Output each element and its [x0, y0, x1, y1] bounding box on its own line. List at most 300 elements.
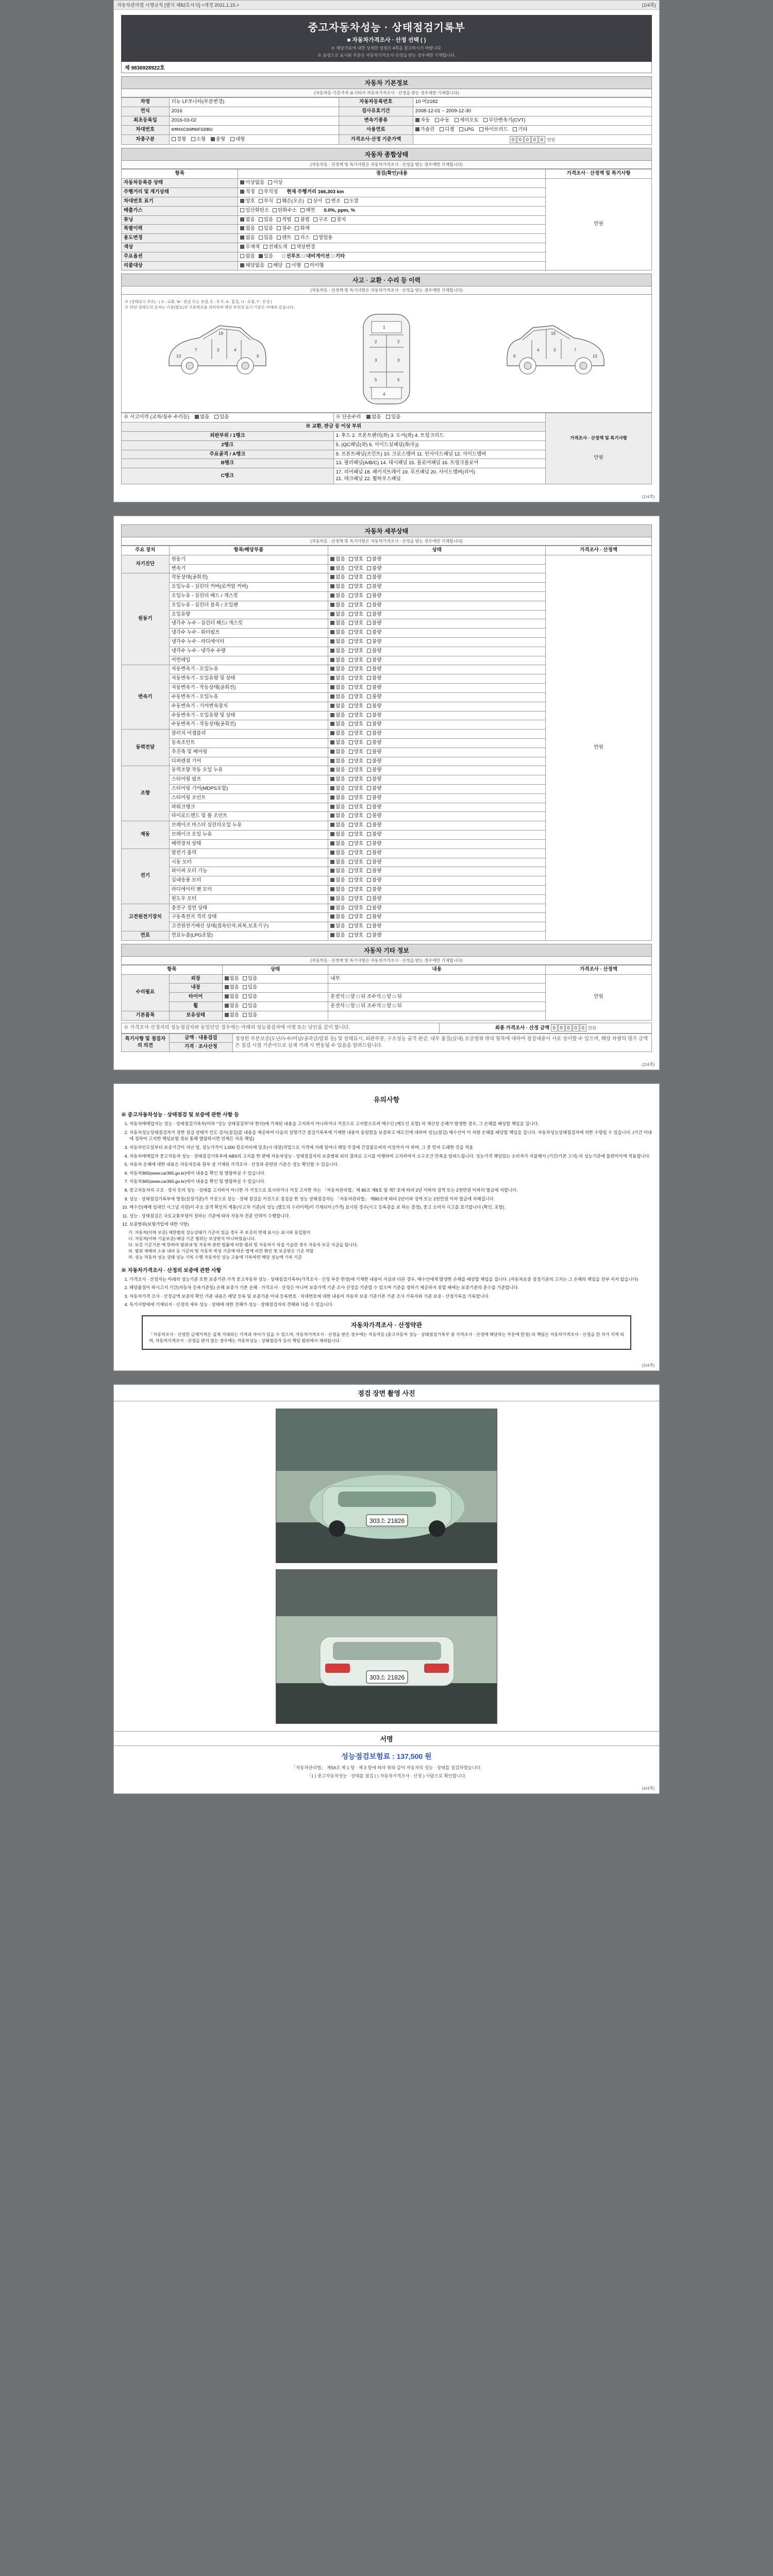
detail-option[interactable]: 없음	[330, 905, 345, 912]
detail-option[interactable]: 없음	[330, 795, 345, 802]
detail-option[interactable]: 불량	[367, 923, 381, 930]
detail-option[interactable]: 양호	[349, 666, 363, 673]
document-title: 중고자동차성능 · 상태점검기록부	[308, 22, 465, 33]
detail-option[interactable]: 없음	[330, 776, 345, 783]
price-summary-amount: 최종 가격조사 · 산정 금액 0 0 0 0 0 만원	[440, 1023, 652, 1033]
overall-option[interactable]: 해당	[268, 263, 282, 269]
overall-option[interactable]: 매연	[300, 208, 315, 214]
detail-option[interactable]: 없음	[330, 694, 345, 701]
overall-item-label: 자동차등록증 상태	[122, 179, 238, 188]
cartype-option[interactable]: 대형	[230, 137, 245, 143]
detail-item-options	[328, 785, 546, 794]
detail-option[interactable]: 없음	[330, 887, 345, 893]
svg-text:5: 5	[374, 378, 377, 383]
detail-option[interactable]: 없음	[330, 933, 345, 939]
svg-text:7: 7	[195, 348, 197, 353]
etc-item-note	[328, 984, 546, 993]
basic-label-vin: 차대번호	[122, 125, 170, 134]
overall-option[interactable]: 전체도색	[263, 244, 288, 251]
fuel-option[interactable]: 가솔린	[415, 127, 435, 133]
detail-option[interactable]: 양호	[349, 703, 363, 710]
detail-option[interactable]: 없음	[330, 602, 345, 609]
price-summary-note: ※ 가격조사·산정자의 성능점검자와 동일인인 경우에는 아래의 성능점검자에 서명 또는 날인을 같이 합니다.	[122, 1023, 440, 1033]
detail-option[interactable]: 없음	[330, 850, 345, 857]
overall-option[interactable]: 적법	[277, 217, 291, 224]
cartype-option[interactable]: 경형	[172, 137, 186, 143]
photo-gallery	[114, 1401, 659, 1731]
form-code: 자동차관리법 시행규칙 [별지 제82호서식] <개정 2021.1.15.>	[117, 3, 240, 8]
etc-option[interactable]: 없음	[225, 976, 239, 982]
detail-option[interactable]: 없음	[330, 593, 345, 600]
detail-option[interactable]: 없음	[330, 813, 345, 820]
cartype-option[interactable]: 중형	[211, 137, 225, 143]
overall-option[interactable]: 있음	[259, 217, 273, 224]
detail-option[interactable]: 없음	[330, 822, 345, 829]
overall-option[interactable]: 변조	[326, 198, 340, 205]
detail-item-label: 배력장치 상태	[169, 839, 328, 849]
etc-item-label: 타이어	[169, 993, 222, 1002]
detail-option[interactable]: 불량	[367, 574, 381, 581]
overall-option[interactable]: 일산화탄소	[240, 208, 269, 214]
detail-item-label: 라디에이터 팬 모터	[169, 885, 328, 894]
overall-option[interactable]: 상이	[308, 198, 322, 205]
overall-option[interactable]: 무채색	[240, 244, 260, 251]
etc-item-note: 운전석 □ 앞 □ 뒤 조수석 □ 앞 □ 뒤	[328, 1002, 546, 1011]
etc-option[interactable]: 없음	[225, 1003, 239, 1010]
overall-item-label: 색상	[122, 243, 238, 252]
detail-item-options	[328, 839, 546, 849]
gear-option[interactable]: 자동	[415, 117, 430, 124]
detail-item-options	[328, 629, 546, 638]
gear-option[interactable]: 무단변속기(CVT)	[483, 117, 525, 124]
detail-option[interactable]: 불량	[367, 767, 381, 774]
detail-option[interactable]: 불량	[367, 566, 381, 572]
notice-item: 8. 중고자동차의 구조 · 장치 등의 성능 · 상태를 고지하지 아니한 가 거짓으로 표시하거나 거짓 고지한 자는 「자동차관리법」제 80조 제8호 및 제7 호에 따라 2년 이하의 징역 또는 2천만원 이하의 벌금에 처합니다.	[129, 1187, 652, 1194]
detail-option[interactable]: 불량	[367, 593, 381, 600]
overall-option[interactable]: 영업용	[313, 235, 333, 242]
detail-item-options	[328, 858, 546, 867]
gear-option[interactable]: 수동	[435, 117, 449, 124]
accident-price-cell: 가격조사 · 산정액 및 특기사항 만원	[546, 413, 652, 484]
detail-option[interactable]: 불량	[367, 832, 381, 838]
detail-option[interactable]: 불량	[367, 749, 381, 756]
detail-option[interactable]: 없음	[330, 877, 345, 884]
notice-subitem: 마. 성능 자동차 성능 상태 성능 기록 수행 자동차인 성능 고용에 기록하면 해당 성능에 기록 기준	[128, 1255, 302, 1260]
overall-option[interactable]: 적정	[240, 189, 255, 196]
basic-value-baseprice: 0 0 0 0 0 만원	[413, 134, 651, 145]
detail-item-label: 스티어링 기어(MDPS포함)	[169, 785, 328, 794]
notice-subitem: 라. 범위 재해의 소유 내의 등 기준의 및 자동차 작성 기준에 따른 법에 의한 확인 및 보증받은 기준 적합	[128, 1248, 314, 1253]
detail-item-options	[328, 831, 546, 840]
detail-option[interactable]: 불량	[367, 612, 381, 618]
detail-option[interactable]: 불량	[367, 731, 381, 737]
detail-option[interactable]: 양호	[349, 639, 363, 646]
detail-item-label: 오일누유 - 실린더 커버(로커암 커버)	[169, 583, 328, 592]
overall-option[interactable]: 양호	[240, 198, 255, 205]
accident-history-table	[121, 413, 652, 484]
overall-header-price: 가격조사 · 산정액 및 특기사항	[546, 170, 652, 179]
detail-option[interactable]: 양호	[349, 731, 363, 737]
detail-option[interactable]: 없음	[330, 713, 345, 719]
svg-text:4: 4	[234, 348, 237, 353]
detail-item-options	[328, 867, 546, 876]
inspection-fee: 성능점검보험료 : 137,500 원	[341, 1752, 432, 1760]
etc-option[interactable]: 있음	[243, 985, 257, 991]
detail-group-label: 고전원전기장치	[122, 904, 170, 931]
detail-option[interactable]: 양호	[349, 740, 363, 747]
detail-option[interactable]: 불량	[367, 685, 381, 691]
detail-option[interactable]: 양호	[349, 566, 363, 572]
detail-option[interactable]: 불량	[367, 648, 381, 655]
detail-option[interactable]: 양호	[349, 850, 363, 857]
detail-option[interactable]: 양호	[349, 868, 363, 875]
etc-table	[121, 965, 652, 1021]
detail-price-cell: 만원	[546, 555, 652, 940]
basic-value-plate: 10 머2182	[413, 98, 651, 107]
section-overall-note: (자동차등 · 산정액 및 특기사항은 자동차가격조사 · 산정을 받는 경우에만 기재합니다)	[121, 161, 652, 169]
detail-option[interactable]: 불량	[367, 703, 381, 710]
page-2-footer: (2/4쪽)	[642, 1062, 655, 1067]
remarks-sublabel-2: 가격 · 조사산정	[169, 1043, 232, 1052]
overall-item-label: 차대번호 표기	[122, 197, 238, 206]
detail-option[interactable]: 없음	[330, 612, 345, 618]
overall-item-options	[238, 206, 546, 215]
overall-option[interactable]: 구조	[313, 217, 328, 224]
detail-option[interactable]: 양호	[349, 657, 363, 664]
etc-item-note: 운전석 □ 앞 □ 뒤 조수석 □ 앞 □ 뒤	[328, 993, 546, 1002]
overall-option[interactable]: 침수	[277, 226, 291, 232]
simple-option-none[interactable]: 없음	[366, 414, 381, 421]
parts-items-2: 9. 프론트패널(프런트) 10. 크로스멤버 11. 인사이드패널 12. 사이드멤버	[333, 450, 546, 459]
svg-text:19: 19	[550, 331, 556, 336]
detail-option[interactable]: 양호	[349, 758, 363, 765]
detail-option[interactable]: 불량	[367, 896, 381, 903]
detail-option[interactable]: 양호	[349, 887, 363, 893]
notice-item: 1. 가격조사 · 산정자는 아래의 성능기준 또한 보증기관 가격 중고자동차 성능 · 상태점검기록부(가격조사 · 산정 부분 한정)에 기재한 내용이 사실과 다른 경우, 매수인에게 발생한 손해를 배상할 책임을 집니다. (자동차보증 설정기준의 고지는 그 손해의 책임을 전부 지지 않습니다)	[129, 1276, 652, 1283]
remarks-table	[121, 1033, 652, 1053]
notice-item: 5. 자동차 손해에 대한 내용은 자동차등록 원부 상 기재된 가격조사 · 산정과 관련된 기준은 성능 확인할 수 있습니다.	[129, 1161, 652, 1168]
detail-item-options	[328, 803, 546, 812]
etc-option[interactable]: 없음	[225, 994, 239, 1001]
detail-option[interactable]: 불량	[367, 822, 381, 829]
overall-option[interactable]: 장치	[331, 217, 346, 224]
gear-option[interactable]: 세미오토	[455, 117, 479, 124]
overall-option[interactable]: 부적정	[259, 189, 278, 196]
fuel-option[interactable]: 기타	[513, 127, 527, 133]
overall-option[interactable]: 탄화수소	[273, 208, 297, 214]
detail-option[interactable]: 불량	[367, 675, 381, 682]
detail-item-label: 등속조인트	[169, 738, 328, 748]
detail-option[interactable]: 양호	[349, 776, 363, 783]
detail-option[interactable]: 불량	[367, 602, 381, 609]
detail-item-label: 발전기 출력	[169, 849, 328, 858]
detail-option[interactable]: 없음	[330, 584, 345, 590]
detail-group-label: 전기	[122, 849, 170, 904]
detail-option[interactable]: 불량	[367, 877, 381, 884]
detail-option[interactable]: 불량	[367, 713, 381, 719]
detail-item-label: 타이로드엔드 및 볼 조인트	[169, 812, 328, 821]
detail-option[interactable]: 없음	[330, 804, 345, 811]
detail-option[interactable]: 양호	[349, 593, 363, 600]
detail-option[interactable]: 없음	[330, 914, 345, 921]
etc-option[interactable]: 있음	[243, 976, 257, 982]
detail-option[interactable]: 불량	[367, 841, 381, 848]
overall-item-options	[238, 252, 546, 261]
overall-option[interactable]: 불법	[295, 217, 309, 224]
page-1	[113, 0, 660, 502]
etc-header-price: 가격조사 · 산정액	[546, 965, 652, 974]
basic-label-plate: 자동차등록번호	[339, 98, 413, 107]
section-basic-title: 자동차 기본정보	[121, 76, 652, 89]
detail-option[interactable]: 불량	[367, 859, 381, 866]
detail-option[interactable]: 없음	[330, 675, 345, 682]
overall-option[interactable]: 없음	[240, 226, 255, 232]
detail-option[interactable]: 양호	[349, 630, 363, 636]
detail-option[interactable]: 없음	[330, 666, 345, 673]
detail-item-options	[328, 619, 546, 629]
detail-option[interactable]: 없음	[330, 740, 345, 747]
detail-item-label: 수동변속기 - 작동상태(공회전)	[169, 720, 328, 730]
detail-option[interactable]: 양호	[349, 612, 363, 618]
simple-option-yes[interactable]: 있음	[386, 414, 400, 421]
detail-option[interactable]: 양호	[349, 694, 363, 701]
detail-option[interactable]: 양호	[349, 574, 363, 581]
accident-history-cell: ※ 사고이력 (교차/침수 수리등) 없음 있음	[122, 413, 334, 422]
detail-option[interactable]: 양호	[349, 822, 363, 829]
overall-table	[121, 169, 652, 270]
detail-option[interactable]: 없음	[330, 703, 345, 710]
detail-group-label: 동력전달	[122, 730, 170, 766]
overall-option[interactable]: 없음	[240, 235, 255, 242]
detail-option[interactable]: 불량	[367, 639, 381, 646]
detail-option[interactable]: 양호	[349, 877, 363, 884]
overall-option-extra: 현재 주행거리 166,303 km	[287, 189, 344, 195]
overall-item-label: 튜닝	[122, 215, 238, 225]
basic-value-cartype	[169, 134, 339, 145]
detail-option[interactable]: 불량	[367, 804, 381, 811]
detail-option[interactable]: 없음	[330, 896, 345, 903]
detail-option[interactable]: 양호	[349, 813, 363, 820]
overall-option[interactable]: 없음	[240, 217, 255, 224]
detail-option[interactable]: 없음	[330, 574, 345, 581]
detail-option[interactable]: 불량	[367, 850, 381, 857]
svg-text:2: 2	[397, 340, 400, 345]
detail-option[interactable]: 불량	[367, 758, 381, 765]
overall-option[interactable]: 있음	[259, 253, 273, 260]
overall-option[interactable]: 이상	[268, 180, 282, 187]
notice-subitem: 가. 자동차(이하 보증) 제한범위 성능상태가 기준이 있을 경우 주 보증의 면제 표시는 표시와 동일함이	[128, 1230, 311, 1235]
detail-option[interactable]: 양호	[349, 584, 363, 590]
detail-option[interactable]: 양호	[349, 767, 363, 774]
section-etc-title: 자동차 기타 정보	[121, 944, 652, 957]
detail-option[interactable]: 불량	[367, 786, 381, 792]
detail-item-options	[328, 711, 546, 720]
overall-option[interactable]: 렌트	[277, 235, 291, 242]
notice-list-primary	[121, 1121, 652, 1228]
detail-option[interactable]: 양호	[349, 685, 363, 691]
etc-header-item: 항목	[122, 965, 223, 974]
overall-option[interactable]: 리스	[295, 235, 309, 242]
detail-option[interactable]: 없음	[330, 630, 345, 636]
detail-item-options	[328, 564, 546, 573]
page-3	[113, 1083, 660, 1370]
detail-option[interactable]: 없음	[330, 758, 345, 765]
table-row	[122, 413, 652, 422]
svg-text:3: 3	[397, 358, 400, 363]
detail-option[interactable]: 없음	[330, 841, 345, 848]
parts-category-3: B랭크	[122, 459, 334, 468]
detail-option[interactable]: 없음	[330, 639, 345, 646]
guarantee-body: 「자동차조사 · 산정한 금액가격은 실제 거래되는 가격과 차이가 있을 수 있으며, 자동차가격조사 · 산정을 받은 경우에는 자동차등 (중고자동차 성능 · 상태점검기록부 중 가격조사 · 산정에 해당하는 부분에 한정) 의 책임은 자동차가격조사 · 산정을 한 자가 지게 되며, 자동차가격조사 · 산정을 받지 않는 경우에는 자동차성능 · 상태점검자 등의 책임 범위에서 제외됩니다.	[149, 1332, 624, 1344]
detail-option[interactable]: 양호	[349, 923, 363, 930]
detail-item-label: 냉각수 누수 - 실린더 헤드/ 개스킷	[169, 619, 328, 629]
notice-heading-2: ※ 자동차가격조사 · 산정의 보증에 관한 사항	[121, 1267, 222, 1274]
basic-value-fuel	[413, 125, 651, 134]
cartype-option[interactable]: 소형	[191, 137, 206, 143]
detail-option[interactable]: 양호	[349, 841, 363, 848]
detail-option[interactable]: 없음	[330, 648, 345, 655]
notice-item: 7. 자동차365(www.car365.go.kr)에서 내용을 확인 및 열람하실 수 있습니다.	[129, 1178, 652, 1185]
detail-option[interactable]: 양호	[349, 896, 363, 903]
detail-option[interactable]: 양호	[349, 905, 363, 912]
overall-option[interactable]: 미이행	[305, 263, 324, 269]
overall-option[interactable]: 있음	[259, 226, 273, 232]
detail-option[interactable]: 양호	[349, 859, 363, 866]
detail-group-label: 자기진단	[122, 555, 170, 573]
detail-option[interactable]: 불량	[367, 933, 381, 939]
etc-item-note	[328, 1011, 546, 1020]
detail-option[interactable]: 불량	[367, 776, 381, 783]
detail-item-label: 수동변속기 - 기어변속장치	[169, 702, 328, 711]
detail-option[interactable]: 불량	[367, 905, 381, 912]
detail-item-label: 오일누유 - 실린더 헤드 / 개스킷	[169, 591, 328, 601]
svg-text:2: 2	[374, 340, 377, 345]
fuel-option[interactable]: 디젤	[440, 127, 454, 133]
detail-option[interactable]: 양호	[349, 914, 363, 921]
detail-option[interactable]: 없음	[330, 923, 345, 930]
overall-option[interactable]: 해당없음	[240, 263, 264, 269]
detail-option[interactable]: 없음	[330, 832, 345, 838]
table-row	[122, 974, 652, 984]
notice-sublist	[121, 1230, 652, 1260]
detail-option[interactable]: 불량	[367, 657, 381, 664]
etc-option[interactable]: 있음	[243, 1003, 257, 1010]
detail-option[interactable]: 없음	[330, 721, 345, 728]
overall-option[interactable]: 화재	[295, 226, 309, 232]
detail-option[interactable]: 양호	[349, 620, 363, 627]
accident-option-none[interactable]: 없음	[195, 414, 209, 421]
detail-option[interactable]: 양호	[349, 556, 363, 563]
detail-option[interactable]: 없음	[330, 859, 345, 866]
detail-item-label: 냉각수 누수 - 워터펌프	[169, 629, 328, 638]
etc-option[interactable]: 있음	[243, 994, 257, 1001]
etc-option[interactable]: 없음	[225, 985, 239, 991]
detail-option[interactable]: 없음	[330, 566, 345, 572]
detail-option[interactable]: 불량	[367, 556, 381, 563]
detail-option[interactable]: 없음	[330, 620, 345, 627]
detail-option[interactable]: 불량	[367, 740, 381, 747]
photo-page-title: 점검 장면 촬영 사진	[114, 1385, 659, 1401]
detail-item-options	[328, 647, 546, 656]
detail-item-label: 오일유량	[169, 610, 328, 619]
detail-option[interactable]: 불량	[367, 630, 381, 636]
notice-list-secondary	[121, 1276, 652, 1308]
detail-option[interactable]: 불량	[367, 813, 381, 820]
overall-option[interactable]: 없음	[240, 253, 255, 260]
overall-option[interactable]: 색상변경	[291, 244, 315, 251]
detail-option[interactable]: 양호	[349, 648, 363, 655]
detail-item-options	[328, 656, 546, 665]
detail-option[interactable]: 없음	[330, 731, 345, 737]
detail-option[interactable]: 없음	[330, 556, 345, 563]
detail-item-options	[328, 583, 546, 592]
detail-option[interactable]: 없음	[330, 767, 345, 774]
detail-option[interactable]: 양호	[349, 675, 363, 682]
fuel-option[interactable]: LPG	[459, 127, 474, 133]
overall-item-options	[238, 179, 546, 188]
detail-option[interactable]: 양호	[349, 749, 363, 756]
overall-option[interactable]: 도말	[344, 198, 359, 205]
overall-option[interactable]: 이행	[286, 263, 300, 269]
etc-option[interactable]: 없음	[225, 1012, 239, 1019]
accident-option-yes[interactable]: 있음	[214, 414, 229, 421]
overall-option[interactable]: 이상없음	[240, 180, 264, 187]
detail-option[interactable]: 불량	[367, 868, 381, 875]
notice-subitem: 다. 보증 기준기본 에 한하여 범위내 및 자동차 관련 법률에 의한 범위 및 자동차가 직접 기술한 경우 자동차 보증 지급을 합니다.	[128, 1242, 358, 1247]
overall-option[interactable]: 훼손(오손)	[277, 198, 304, 205]
detail-option[interactable]: 불량	[367, 620, 381, 627]
detail-option[interactable]: 양호	[349, 795, 363, 802]
photo-footnote-2: 「1 ) 중고자동차성능 · 상태를 점검 ( ) 자동차가격조사 · 산정 ) 사람으로 확인합니다.	[307, 1773, 466, 1778]
detail-option[interactable]: 불량	[367, 666, 381, 673]
detail-option[interactable]: 없음	[330, 786, 345, 792]
detail-option[interactable]: 없음	[330, 749, 345, 756]
detail-option[interactable]: 불량	[367, 721, 381, 728]
etc-group-basic: 기본품목	[122, 1011, 170, 1020]
detail-option[interactable]: 불량	[367, 584, 381, 590]
section-basic-note: (자동차등 기준가격 표시되어 자동차가격조사 · 산정을 받는 경우에만 기재합니다)	[121, 89, 652, 97]
basic-value-carname: 더뉴 LF쏘나타(부분변경)	[169, 98, 339, 107]
detail-option[interactable]: 불량	[367, 795, 381, 802]
detail-item-options	[328, 601, 546, 610]
detail-option[interactable]: 양호	[349, 602, 363, 609]
detail-option[interactable]: 양호	[349, 933, 363, 939]
overall-option[interactable]: 있음	[259, 235, 273, 242]
diagram-legend-note-2: ※ 하단 상태도의 숫자는 기준(별표)의 구분번호를 의미하며 해당 부위의 표기 기준은 아래와 같습니다.	[125, 305, 295, 310]
detail-option[interactable]: 없음	[330, 657, 345, 664]
overall-option[interactable]: 부식	[259, 198, 273, 205]
detail-option[interactable]: 불량	[367, 887, 381, 893]
fuel-option[interactable]: 하이브리드	[479, 127, 508, 133]
detail-item-options	[328, 720, 546, 730]
detail-option[interactable]: 불량	[367, 694, 381, 701]
detail-option[interactable]: 양호	[349, 832, 363, 838]
detail-option[interactable]: 없음	[330, 685, 345, 691]
detail-option[interactable]: 양호	[349, 786, 363, 792]
detail-option[interactable]: 없음	[330, 868, 345, 875]
section-overall-title: 자동차 종합상태	[121, 148, 652, 161]
detail-item-label: 충전구 절연 상태	[169, 904, 328, 913]
etc-option[interactable]: 있음	[243, 1012, 257, 1019]
detail-item-options	[328, 904, 546, 913]
overall-item-label: 특별이력	[122, 225, 238, 234]
svg-text:4: 4	[382, 392, 385, 397]
detail-option[interactable]: 양호	[349, 713, 363, 719]
detail-option[interactable]: 양호	[349, 721, 363, 728]
detail-option[interactable]: 불량	[367, 914, 381, 921]
etc-item-label: 휠	[169, 1002, 222, 1011]
detail-option[interactable]: 양호	[349, 804, 363, 811]
